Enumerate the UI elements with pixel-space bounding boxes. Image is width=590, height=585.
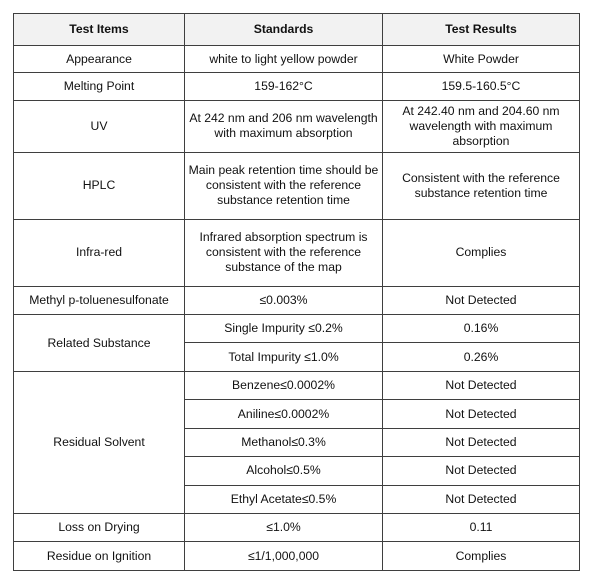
test-item-cell: Methyl p-toluenesulfonate: [14, 286, 185, 314]
standard-cell: ≤1/1,000,000: [185, 542, 383, 571]
standard-cell: 159-162°C: [185, 73, 383, 100]
table-row-infra-red: [14, 219, 580, 286]
standard-cell: ≤1.0%: [185, 514, 383, 542]
result-cell: Not Detected: [383, 457, 580, 485]
header-test-items: Test Items: [14, 14, 185, 46]
standard-cell: Aniline≤0.0002%: [185, 400, 383, 428]
standard-cell: Main peak retention time should be consistent with the reference substance retention time: [185, 152, 383, 219]
test-item-cell: Appearance: [14, 46, 185, 73]
test-item-cell: HPLC: [14, 152, 185, 219]
table-row-hplc: [14, 152, 580, 219]
standard-cell: ≤0.003%: [185, 286, 383, 314]
standard-cell: At 242 nm and 206 nm wavelength with maximum absorption: [185, 100, 383, 152]
test-item-cell: Infra-red: [14, 219, 185, 286]
table-header-row: [14, 14, 580, 46]
result-cell: Not Detected: [383, 286, 580, 314]
standard-cell: white to light yellow powder: [185, 46, 383, 73]
result-cell: Not Detected: [383, 428, 580, 456]
result-cell: White Powder: [383, 46, 580, 73]
test-item-cell: Residual Solvent: [14, 371, 185, 513]
standard-cell: Benzene≤0.0002%: [185, 371, 383, 399]
result-cell: Complies: [383, 219, 580, 286]
result-cell: At 242.40 nm and 204.60 nm wavelength with maximum absorption: [383, 100, 580, 152]
result-cell: 0.26%: [383, 343, 580, 371]
result-cell: Not Detected: [383, 400, 580, 428]
result-cell: Complies: [383, 542, 580, 571]
standard-cell: Total Impurity ≤1.0%: [185, 343, 383, 371]
table-row-loss-on-drying: [14, 514, 580, 542]
standard-cell: Single Impurity ≤0.2%: [185, 315, 383, 343]
result-cell: 0.16%: [383, 315, 580, 343]
test-item-cell: Residue on Ignition: [14, 542, 185, 571]
result-cell: 0.11: [383, 514, 580, 542]
standard-cell: Alcohol≤0.5%: [185, 457, 383, 485]
header-test-results: Test Results: [383, 14, 580, 46]
result-cell: Not Detected: [383, 485, 580, 513]
table-header: [14, 14, 580, 46]
standard-cell: Methanol≤0.3%: [185, 428, 383, 456]
table-body: [14, 46, 580, 571]
test-item-cell: Loss on Drying: [14, 514, 185, 542]
standard-cell: Infrared absorption spectrum is consistent with the reference substance of the map: [185, 219, 383, 286]
test-item-cell: Related Substance: [14, 315, 185, 372]
result-cell: 159.5-160.5°C: [383, 73, 580, 100]
table-row-melting-point: [14, 73, 580, 100]
table-row-methyl-p-toluenesulfonate: [14, 286, 580, 314]
standard-cell: Ethyl Acetate≤0.5%: [185, 485, 383, 513]
test-results-table: [13, 13, 580, 571]
result-cell: Not Detected: [383, 371, 580, 399]
test-item-cell: UV: [14, 100, 185, 152]
header-standards: Standards: [185, 14, 383, 46]
table-row-appearance: [14, 46, 580, 73]
result-cell: Consistent with the reference substance retention time: [383, 152, 580, 219]
table-row-residue-on-ignition: [14, 542, 580, 571]
test-results-sheet: [13, 13, 579, 571]
table-row-residual-solvent-benzene: [14, 371, 580, 399]
test-item-cell: Melting Point: [14, 73, 185, 100]
table-row-related-substance-single-impurity: [14, 315, 580, 343]
table-row-uv: [14, 100, 580, 152]
